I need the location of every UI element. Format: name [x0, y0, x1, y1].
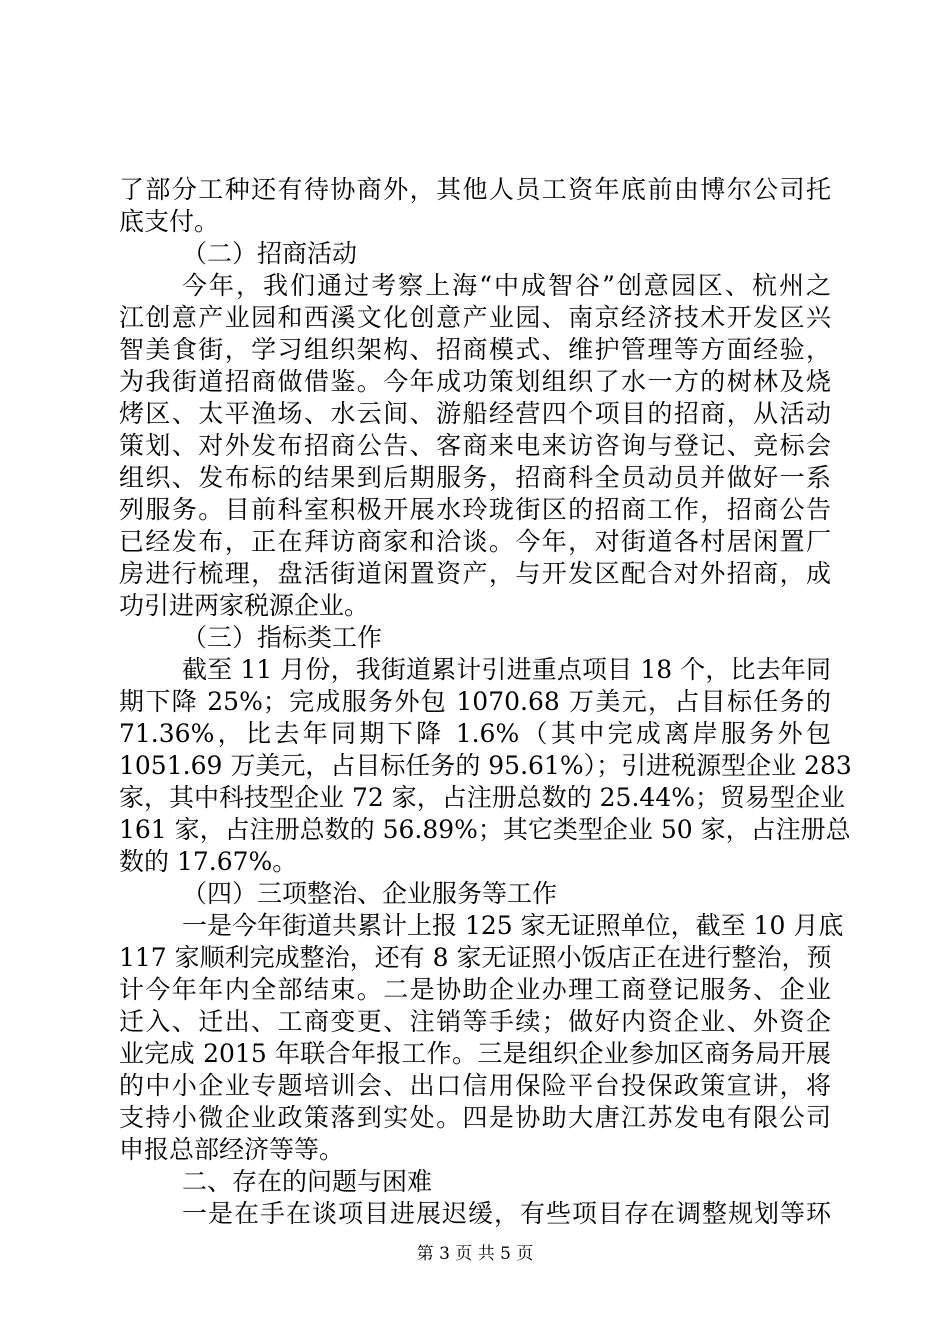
body-line: 期下降 25%；完成服务外包 1070.68 万美元，占目标任务的: [119, 687, 831, 716]
body-line: 一是在手在谈项目进展迟缓，有些项目存在调整规划等环: [182, 1199, 831, 1228]
body-line: 一是今年街道共累计上报 125 家无证照单位，截至 10 月底: [182, 911, 844, 940]
body-line: 组织、发布标的结果到后期服务，招商科全员动员并做好一系: [119, 463, 831, 492]
section-heading: （四）三项整治、企业服务等工作: [182, 879, 558, 908]
body-line: 江创意产业园和西溪文化创意产业园、南京经济技术开发区兴: [119, 303, 831, 332]
body-line: 支持小微企业政策落到实处。四是协助大唐江苏发电有限公司: [119, 1103, 831, 1132]
body-line: 家，其中科技型企业 72 家，占注册总数的 25.44%；贸易型企业: [119, 783, 845, 812]
body-line: 117 家顺利完成整治，还有 8 家无证照小饭店正在进行整治，预: [119, 943, 832, 972]
body-line: 列服务。目前科室积极开展水玲珑街区的招商工作，招商公告: [119, 495, 831, 524]
body-line: 71.36%，比去年同期下降 1.6%（其中完成离岸服务外包: [119, 719, 831, 748]
page-footer: 第 3 页 共 5 页: [416, 1244, 534, 1264]
section-heading: 二、存在的问题与困难: [182, 1167, 433, 1196]
body-line: 已经发布，正在拜访商家和洽谈。今年，对街道各村居闲置厂: [119, 527, 831, 556]
body-line: 的中小企业专题培训会、出口信用保险平台投保政策宣讲，将: [119, 1071, 831, 1100]
body-line: 业完成 2015 年联合年报工作。三是组织企业参加区商务局开展: [119, 1039, 831, 1068]
body-line: 智美食街，学习组织架构、招商模式、维护管理等方面经验，: [119, 335, 831, 364]
body-line: 了部分工种还有待协商外，其他人员工资年底前由博尔公司托: [119, 175, 831, 204]
body-line: 1051.69 万美元，占目标任务的 95.61%）；引进税源型企业 283: [119, 751, 852, 780]
body-line: 烤区、太平渔场、水云间、游船经营四个项目的招商，从活动: [119, 399, 831, 428]
section-heading: （二）招商活动: [182, 239, 358, 268]
body-line: 计今年年内全部结束。二是协助企业办理工商登记服务、企业: [119, 975, 831, 1004]
body-line: 房进行梳理，盘活街道闲置资产，与开发区配合对外招商，成: [119, 559, 831, 588]
body-line: 数的 17.67%。: [119, 847, 298, 876]
body-line: 为我街道招商做借鉴。今年成功策划组织了水一方的树林及烧: [119, 367, 831, 396]
body-line: 迁入、迁出、工商变更、注销等手续；做好内资企业、外资企: [119, 1007, 831, 1036]
body-line: 功引进两家税源企业。: [119, 591, 370, 620]
body-line: 底支付。: [119, 207, 220, 236]
section-heading: （三）指标类工作: [182, 623, 383, 652]
body-line: 策划、对外发布招商公告、客商来电来访咨询与登记、竞标会: [119, 431, 831, 460]
body-line: 截至 11 月份，我街道累计引进重点项目 18 个，比去年同: [182, 655, 831, 684]
body-line: 161 家，占注册总数的 56.89%；其它类型企业 50 家，占注册总: [119, 815, 851, 844]
body-line: 今年，我们通过考察上海“中成智谷”创意园区、杭州之: [182, 271, 831, 300]
body-line: 申报总部经济等等。: [119, 1135, 345, 1164]
